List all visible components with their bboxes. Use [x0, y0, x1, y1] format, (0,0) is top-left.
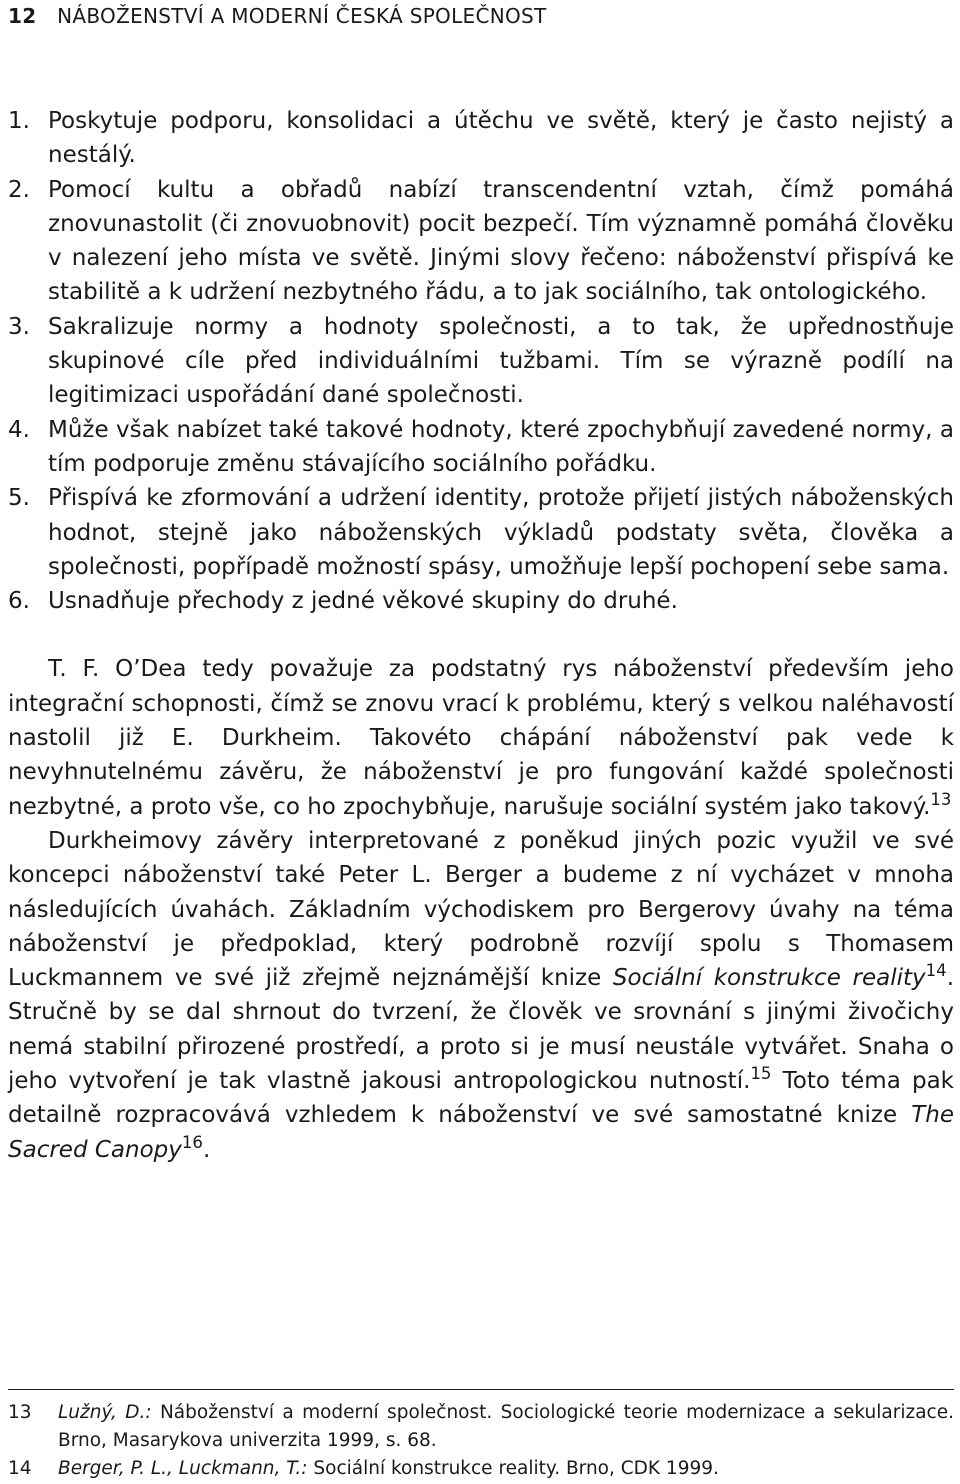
paragraph-berger [8, 824, 954, 1167]
footnote-ref-14[interactable]: 14 [925, 961, 947, 981]
list-item [8, 413, 954, 482]
running-title: NÁBOŽENSTVÍ A MODERNÍ ČESKÁ SPOLEČNOST [57, 4, 547, 28]
list-item-number: 6. [8, 588, 30, 615]
footnote-14 [8, 1455, 954, 1483]
running-header [8, 4, 547, 28]
footnote-ref-16[interactable]: 16 [181, 1132, 203, 1152]
list-item-number: 2. [8, 176, 30, 203]
book-title: The Sacred Canopy [8, 1102, 954, 1163]
footnote-ref-13[interactable]: 13 [930, 789, 952, 809]
functions-list [8, 104, 954, 618]
list-item-text: Usnadňuje přechody z jedné věkové skupiny do druhé. [48, 588, 678, 615]
list-item-number: 3. [8, 313, 30, 340]
list-item-text: Pomocí kultu a obřadů nabízí transcendentní vztah, čímž pomáhá znovunastolit (či znovuobnovit) pocit bezpečí. Tím významně pomáhá člověku v nalezení jeho místa ve světě. Jinými slovy řečeno: náboženství přispívá ke stabilitě a k udržení nezbytného řádu, a to jak sociálního, tak ontologického. [48, 176, 954, 306]
paragraph-text: T. F. O’Dea tedy považuje za podstatný rys náboženství především jeho integrační schopnosti, čímž se znovu vrací k problému, který s velkou naléhavostí nastolil již E. Durkheim. Takovéto chápání náboženství pak vede k nevyhnutelnému závěru, že náboženství je pro fungování každé společnosti nezbytné, a proto vše, co ho zpochybňuje, narušuje sociální systém jako takový. [8, 656, 954, 820]
paragraph-text: . Stručně by se dal shrnout do tvrzení, že člověk ve srovnání s jinými živočichy nemá stabilní přirozené prostředí, a proto si je musí neustále vytvářet. Snaha o jeho vytvoření je tak vlastně jakousi antropologickou nutností. [8, 965, 954, 1095]
paragraph-text: Durkheimovy závěry interpretované z poněkud jiných pozic využil ve své koncepci náboženství také Peter L. Berger a budeme z ní vycházet v mnoha následujících úvahách. Základním východiskem pro Bergerovy úvahy na téma náboženství je předpoklad, který podrobně rozvíjí spolu s Thomasem Luckmannem ve své již zřejmě nejznámější knize [8, 827, 954, 992]
list-item [8, 584, 954, 618]
list-item-number: 1. [8, 108, 30, 134]
list-item [8, 104, 954, 173]
book-title: Sociální konstrukce reality [612, 965, 926, 992]
list-item-text: Může však nabízet také takové hodnoty, které zpochybňují zavedené normy, a tím podporuje změnu stávajícího sociálního pořádku. [48, 416, 954, 477]
paragraph-text: Toto téma pak detailně rozpracovává vzhledem k náboženství ve své samostatné knize [8, 1068, 954, 1129]
list-item-text: Přispívá ke zformování a udržení identity, protože přijetí jistých náboženských hodnot, stejně jako náboženských výkladů podstaty světa, člověka a společnosti, popřípadě možností spásy, umožňuje lepší pochopení sebe sama. [48, 485, 954, 580]
footnote-13 [8, 1399, 954, 1455]
footnote-text: Sociální konstrukce reality. Brno, CDK 1999. [307, 1458, 719, 1479]
paragraph-odea [8, 652, 954, 823]
footnote-number: 13 [8, 1402, 32, 1423]
footnote-ref-15[interactable]: 15 [750, 1063, 772, 1083]
footnote-divider [8, 1389, 954, 1390]
list-item [8, 310, 954, 413]
footnote-text: Náboženství a moderní společnost. Sociologické teorie modernizace a sekularizace. Brno, Masarykova univerzita 1999, s. 68. [58, 1402, 954, 1451]
list-item [8, 173, 954, 310]
footnote-author: Lužný, D.: [58, 1402, 152, 1423]
list-item [8, 481, 954, 584]
list-item-number: 5. [8, 485, 30, 512]
page-number: 12 [8, 4, 37, 28]
paragraph-text: . [202, 1136, 211, 1163]
list-item-text: Sakralizuje normy a hodnoty společnosti, a to tak, že upřednostňuje skupinové cíle před individuálními tužbami. Tím se výrazně podílí na legitimizaci uspořádání dané společnosti. [48, 313, 954, 409]
list-item-number: 4. [8, 416, 30, 443]
main-text [8, 104, 954, 1167]
footnote-number: 14 [8, 1458, 32, 1479]
footnote-author: Berger, P. L., Luckmann, T.: [58, 1458, 308, 1479]
footnotes [8, 1399, 954, 1483]
list-item-text: Poskytuje podporu, konsolidaci a útěchu ve světě, který je často nejistý a nestálý. [48, 108, 954, 169]
